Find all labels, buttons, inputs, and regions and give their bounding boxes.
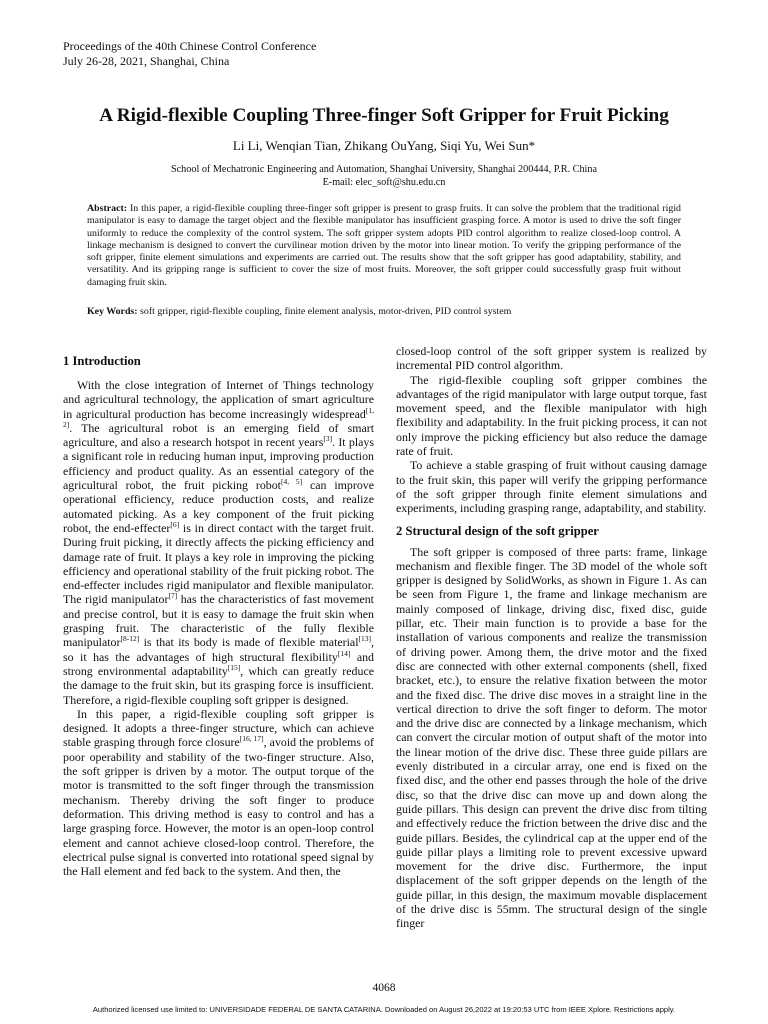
license-footer: Authorized licensed use limited to: UNIVERSIDADE FEDERAL DE SANTA CATARINA. Downloaded on August 26,2022 at 19:20:53 UTC from IEEE Xplore. Restrictions apply. [92,1005,676,1014]
citation: [4, 5] [280,477,303,487]
affiliation-block [0,163,768,189]
paper-title: A Rigid-flexible Coupling Three-finger Soft Gripper for Fruit Picking [99,105,669,126]
keywords-label: Key Words: [87,306,138,317]
citation: [3] [323,434,333,444]
citation: [16, 17] [239,734,264,744]
left-column [63,351,374,878]
intro-paragraph-1: With the close integration of Internet of Things technology and agricultural technology, the application of smart agriculture in agricultural production has become increasingly widespread[1, 2]. The agricultural robot is an emerging field of smart agriculture, and also a research hotspot in recent years[3]. It plays a significant role in reducing human input, improving production efficiency and product quality. As an essential category of the agricultural robot, the fruit picking robot[4, 5] can improve operational efficiency, reduce production costs, and realize automated picking. As a key component of the fruit picking robot, the end-effecter[6] is in direct contact with the target fruit. During fruit picking, it directly affects the picking efficiency and damage rate of fruit. It plays a key role in improving the picking efficiency and operational stability of the fruit picking robot. The end-effecter includes rigid manipulator and flexible manipulator. The rigid manipulator[7] has the characteristics of fast movement and precise control, but it is easy to damage the fruit skin when grasping fruit. The characteristic of the fully flexible manipulator[8-12] is that its body is made of flexible material[13], so it has the advantages of high structural flexibility[14] and strong environmental adaptability[15], which can greatly reduce the damage to the fruit skin, but its grasping force is insufficient. Therefore, a rigid-flexible coupling soft gripper is designed. [63,378,375,707]
keywords-text: soft gripper, rigid-flexible coupling, finite element analysis, motor-driven, PID control system [140,306,512,317]
design-paragraph-1: The soft gripper is composed of three parts: frame, linkage mechanism and flexible finger. The 3D model of the whole soft gripper is designed by SolidWorks, as shown in Figure 1. As can be seen from Figure 1, the frame and linkage mechanism are mainly composed of linkage, driving disc, fixed disc, guide pillar, etc. Their main function is to provide a base for the installation of various components and realize the transmission of driving power. Among them, the drive motor and the fixed disc are connected with other external components (shell, fixed bracket, etc.), to ensure the relative fixation between the motor and the fixed disc. The drive disc moves in a straight line in the vertical direction to drive the soft finger to deform. The motor and the drive disc are connected by a linkage mechanism, which can convert the circular motion of output shaft of the motor into the linear motion of the drive disc. These three guide pillars are evenly distributed in a circular array, one end is fixed on the fixed disc, and the other end passes through the hole of the drive disc, so that the drive disc can move up and down along the guide pillars. This design can prevent the drive disc from tilting and effectively reduce the friction between the drive disc and the guide pillars. Besides, the cylindrical cap at the upper end of the guide pillar plays a limiting role to prevent excessive upward movement for the drive disc. Furthermore, the input displacement of the soft gripper depends on the length of the guide pillar, in this design, the maximum movable displacement of the drive disc is 55mm. The structural design of the single finger [396,544,707,931]
affiliation: School of Mechatronic Engineering and Automation, Shanghai University, Shanghai 200444, P.R. China [170,164,598,175]
citation: [8-12] [120,634,140,644]
intro-paragraph-3: The rigid-flexible coupling soft gripper combines the advantages of the rigid manipulator with large output torque, fast movement speed, and the flexible manipulator with high flexibility and adaptability. In the fruit picking process, it can not only improve the picking efficiency but also reduce the damage rate of fruit. [396,372,707,459]
citation: [7] [168,591,178,601]
section-heading-introduction: 1 Introduction [63,354,141,368]
intro-paragraph-2: In this paper, a rigid-flexible coupling soft gripper is designed. It adopts a three-finger structure, which can achieve stable grasping through force closure[16, 17], avoid the problems of poor operability and stability of the two-finger structure. Also, the soft gripper is driven by a motor. The output torque of the motor is transmitted to the soft finger through the transmission mechanism. Thereby driving the soft finger to produce deformation. This driving method is easy to control and has a large grasping force. However, the motor is an open-loop control element and cannot achieve closed-loop control. Therefore, the electrical pulse signal is converted into rotational speed signal by the Hall element and fed back to the system. And then, the [63,706,374,879]
citation: [1, 2] [63,405,374,429]
section-heading-structural-design: 2 Structural design of the soft gripper [396,523,599,538]
citation: [15] [227,662,241,672]
contact-email: E-mail: elec_soft@shu.edu.cn [322,177,446,188]
intro-paragraph-2-continued: closed-loop control of the soft gripper system is realized by incremental PID control algorithm. [396,344,707,373]
page-number: 4068 [372,982,396,994]
citation: [13] [358,634,372,644]
citation: [14] [337,648,351,658]
conference-date-location: July 26-28, 2021, Shanghai, China [63,54,230,68]
abstract-text: In this paper, a rigid-flexible coupling three-finger soft gripper is present to grasp fruits. It can solve the problem that the traditional rigid manipulator is easy to damage the target object and the flexible manipulator has insufficient grasping force. A motor is used to drive the soft finger uniformly to reduce the complexity of the control system. The soft gripper system adopts PID control algorithm to realize closed-loop control. A linkage mechanism is designed to convert the curvilinear motion driven by the motor into linear motion. To verify the gripping performance of the soft gripper, finite element simulations and experiments are carried out. The results show that the soft gripper has good adaptability, stability, and versatility. And its gripping range is sufficient to cover the size of most fruits. Moreover, the soft gripper could successfully grasp fruit without damaging fruit skin. [87,203,681,288]
keywords [87,306,681,318]
conference-header [63,39,316,69]
intro-paragraph-4: To achieve a stable grasping of fruit without causing damage to the fruit skin, this paper will verify the gripping performance of the soft gripper through finite element simulations and experiments, including grasping range, adaptability, and stability. [396,458,707,516]
conference-name: Proceedings of the 40th Chinese Control Conference [63,39,317,53]
citation: [6] [170,520,180,529]
author-list: Li Li, Wenqian Tian, Zhikang OuYang, Siqi Yu, Wei Sun* [232,138,536,153]
abstract [87,203,681,289]
right-column [396,344,707,931]
abstract-label: Abstract: [87,203,128,214]
